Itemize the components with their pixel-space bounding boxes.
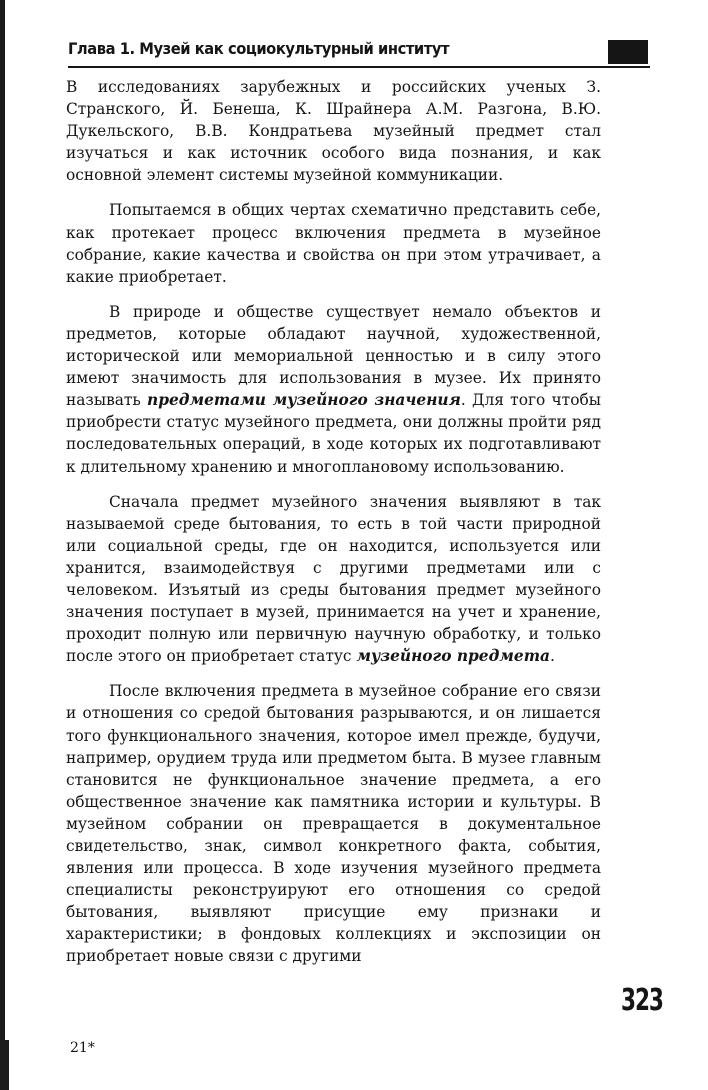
paragraph-3-text-end: . Для того чтобы приобрести статус музейного предмета, они должны пройти ряд последовательных операций, в ходе которых их подготавливают к длительному хранению и многоплановому использованию. <box>66 391 601 476</box>
paragraph-1 <box>66 76 601 186</box>
page-edge-shadow <box>0 0 5 1090</box>
signature-mark: 21* <box>70 1040 95 1056</box>
paragraph-2-text: Попытаемся в общих чертах схематично представить себе, как протекает процесс включения предмета в музейное собрание, какие качества и свойства он при этом утрачивает, а какие приобретает. <box>66 201 601 286</box>
paragraph-1-text: В исследованиях зарубежных и российских ученых З. Странского, Й. Бенеша, К. Шрайнера А.М. Разгона, В.Ю. Дукельского, В.В. Кондратьева музейный предмет стал изучаться и как источник особого вида познания, и как основной элемент системы музейной коммуникации. <box>66 78 601 185</box>
chapter-title: Глава 1. Музей как социокультурный институт <box>68 39 450 58</box>
term-museum-significance-objects: предметами музейного значения <box>147 391 461 410</box>
paragraph-5 <box>66 680 601 967</box>
paragraph-2 <box>66 199 601 287</box>
term-museum-object: музейного предмета <box>356 647 550 666</box>
page-edge-shadow-bottom <box>0 1040 9 1090</box>
paragraph-3-text-start: В природе и обществе существует немало объектов и предметов, которые обладают научной, художественной, исторической или мемориальной ценностью и в силу этого имеют значимость для использования в музее. Их принято называть <box>66 302 601 410</box>
running-head-bar <box>608 40 648 64</box>
paragraph-3 <box>66 301 601 478</box>
paragraph-4 <box>66 491 601 668</box>
paragraph-4-text-end: . <box>549 647 555 666</box>
page-number: 323 <box>621 983 663 1018</box>
body-text <box>66 76 601 968</box>
paragraph-5-text: После включения предмета в музейное собрание его связи и отношения со средой бытования разрываются, и он лишается того функционального значения, которое имел прежде, будучи, например, орудием труда или предметом быта. В музее главным становится не функциональное значение предмета, а его общественное значение как памятника истории и культуры. В музейном собрании он превращается в документальное свидетельство, знак, символ конкретного факта, события, явления или процесса. В ходе изучения музейного предмета специалисты реконструируют его отношения со средой бытования, выявляют присущие ему признаки и характеристики; в фондовых коллекциях и экспозиции он приобретает новые связи с другими <box>66 682 601 966</box>
paragraph-4-text-start: Сначала предмет музейного значения выявляют в так называемой среде бытования, то есть в той части природной или социальной среды, где он находится, используется или хранится, взаимодействуя с другими предметами или с человеком. Изъятый из среды бытования предмет музейного значения поступает в музей, принимается на учет и хранение, проходит полную или первичную научную обработку, и только после этого он приобретает статус <box>66 492 601 666</box>
running-head <box>68 38 650 68</box>
